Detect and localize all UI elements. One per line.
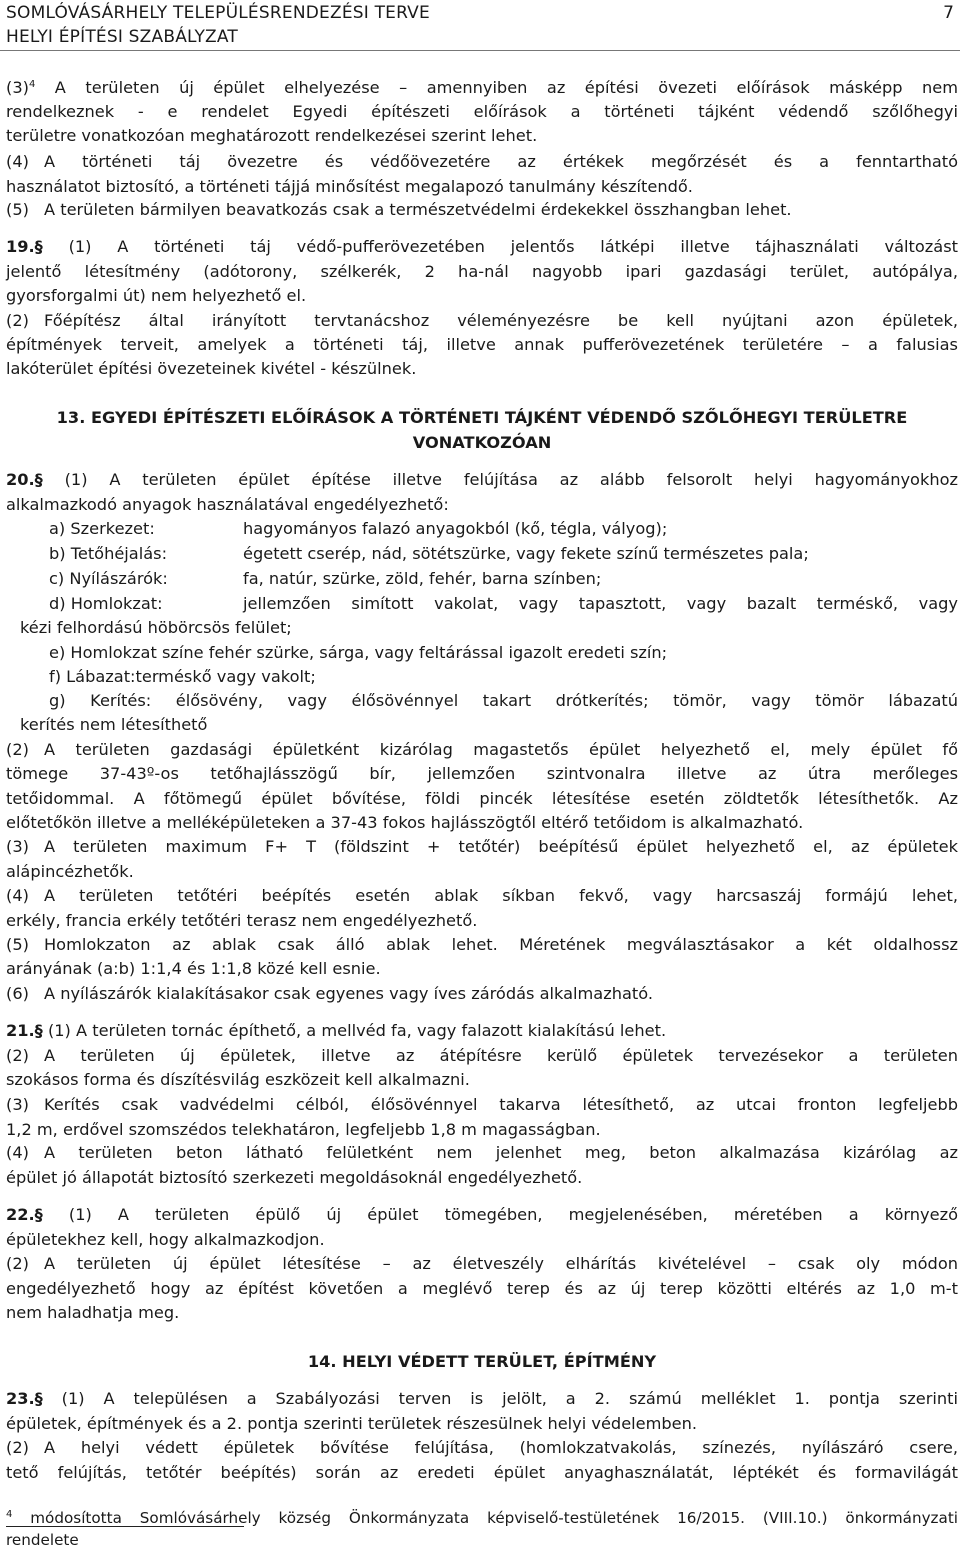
list-item-description: fa, natúr, szürke, zöld, fehér, barna színben; bbox=[243, 569, 602, 588]
paragraph-line: 1,2 m, erdővel szomszédos telekhatáron, legfeljebb 1,8 m magasságban. bbox=[6, 1120, 601, 1139]
paragraph-text: A területen maximum F+ T (földszint + tetőtér) beépítésű épület helyezhető el, az épületek bbox=[44, 837, 958, 856]
paragraph-text: A területen beton látható felületként nem jelenhet meg, beton alkalmazása kizárólag az bbox=[44, 1143, 958, 1162]
paragraph-line: erkély, francia erkély tetőtéri terasz nem engedélyezhető. bbox=[6, 911, 478, 930]
header-subtitle: HELYI ÉPÍTÉSI SZABÁLYZAT bbox=[6, 27, 238, 47]
header-rule bbox=[0, 50, 960, 51]
section-number: 23.§ bbox=[6, 1389, 43, 1408]
paragraph-label: (2) bbox=[6, 1254, 29, 1273]
paragraph-line: lakóterület építési övezeteinek kivétel - készülnek. bbox=[6, 359, 417, 378]
paragraph-line: épület jó állapotát biztosító szerkezeti megoldásoknál engedélyezhető. bbox=[6, 1168, 583, 1187]
section-heading: VONATKOZÓAN bbox=[412, 433, 552, 452]
paragraph-text: (1) A területen tornác építhető, a mellvéd fa, vagy falazott kialakítású lehet. bbox=[47, 1021, 667, 1040]
paragraph-text: (1) A történeti táj védő-pufferövezetében jelentős látképi illetve tájhasználati változást bbox=[68, 237, 958, 256]
paragraph-line bbox=[6, 199, 958, 221]
section-number: 21.§ bbox=[6, 1021, 43, 1040]
paragraph-line bbox=[6, 1142, 958, 1164]
paragraph-line bbox=[6, 1388, 958, 1410]
footnote-text: módosította Somlóvásárhely község Önkormányzata képviselő-testületének 16/2015. (VIII.10.) önkormányzati bbox=[30, 1509, 959, 1527]
paragraph-line bbox=[6, 310, 958, 332]
list-item-term: d) Homlokzat: bbox=[49, 594, 163, 613]
footnote-line bbox=[6, 1507, 958, 1529]
paragraph-line: arányának (a:b) 1:1,4 és 1:1,8 közé kell esnie. bbox=[6, 959, 381, 978]
paragraph-text: A területen új épület létesítése – az életveszély elhárítás kivételével – csak oly módon bbox=[44, 1254, 958, 1273]
page-number: 7 bbox=[943, 3, 954, 23]
list-item-term: c) Nyílászárók: bbox=[49, 569, 168, 588]
paragraph-text: (1) A területen épülő új épület tömegében, megjelenésében, méretében a környező bbox=[68, 1205, 958, 1224]
paragraph-line: gyorsforgalmi út) nem helyezhető el. bbox=[6, 286, 307, 305]
paragraph-text: Főépítész által irányított tervtanácshoz véleményezésre be kell nyújtani azon épületek, bbox=[44, 311, 958, 330]
paragraph-line: engedélyezhető hogy az építést követően a meglévő terep és az új terep közötti eltérés az 1,0 m-t bbox=[6, 1279, 958, 1298]
paragraph-label: (3) bbox=[6, 837, 29, 856]
paragraph-text: A területen bármilyen beavatkozás csak a természetvédelmi érdekekkel összhangban lehet. bbox=[44, 200, 792, 219]
paragraph-label: (5) bbox=[6, 935, 29, 954]
paragraph-label: (3) bbox=[6, 78, 29, 97]
paragraph-line: jelentő létesítmény (adótorony, szélkerék, 2 ha-nál nagyobb ipari gazdasági terület, autópálya, bbox=[6, 262, 958, 281]
paragraph-line bbox=[6, 151, 958, 173]
section-number: 22.§ bbox=[6, 1205, 43, 1224]
footnote-reference[interactable]: 4 bbox=[28, 79, 36, 90]
paragraph-text: A területen új épületek, illetve az átépítésre kerülő épületek tervezésekor a területen bbox=[44, 1046, 958, 1065]
paragraph-line bbox=[6, 1204, 958, 1226]
list-item-continuation: kerítés nem létesíthető bbox=[20, 715, 208, 734]
list-item: e) Homlokzat színe fehér szürke, sárga, vagy feltárással igazolt eredeti szín; bbox=[49, 643, 668, 662]
paragraph-line bbox=[6, 1020, 958, 1042]
paragraph-label: (2) bbox=[6, 1438, 29, 1457]
header-title: SOMLÓVÁSÁRHELY TELEPÜLÉSRENDEZÉSI TERVE bbox=[6, 3, 430, 23]
list-item-description: jellemzően simított vakolat, vagy tapasztott, vagy bazalt terméskő, vagy bbox=[243, 594, 958, 613]
paragraph-line: épületekhez kell, hogy alkalmazkodjon. bbox=[6, 1230, 325, 1249]
paragraph-line: építmények terveit, amelyek a történeti táj, illetve annak pufferövezetének területére – a falusias bbox=[6, 335, 958, 354]
paragraph-line: épületek, építmények és a 2. pontja szerinti területek részesülnek helyi védelemben. bbox=[6, 1414, 698, 1433]
paragraph-line bbox=[6, 983, 958, 1005]
paragraph-text: Kerítés csak vadvédelmi célból, élősövénnyel takarva létesíthető, az utcai fronton legfeljebb bbox=[44, 1095, 958, 1114]
paragraph-text: (1) A területen épület építése illetve felújítása az alább felsorolt helyi hagyományokhoz bbox=[64, 470, 958, 489]
paragraph-text: A területen tetőtéri beépítés esetén ablak síkban fekvő, vagy harcsaszáj formájú lehet, bbox=[44, 886, 958, 905]
paragraph-label: (2) bbox=[6, 740, 29, 759]
paragraph-line bbox=[6, 934, 958, 956]
paragraph-line: használatot biztosító, a történeti tájjá minősítést megalapozó tanulmány készítendő. bbox=[6, 177, 693, 196]
paragraph-line bbox=[6, 469, 958, 491]
paragraph-label: (2) bbox=[6, 311, 29, 330]
list-item: f) Lábazat:terméskő vagy vakolt; bbox=[49, 667, 316, 686]
paragraph-text: A területen új épület elhelyezése – amennyiben az építési övezeti előírások másképp nem bbox=[54, 78, 958, 97]
paragraph-label: (3) bbox=[6, 1095, 29, 1114]
paragraph-line: tömege 37-43º-os tetőhajlásszögű bír, jellemzően szintvonalra illetve az útra merőleges bbox=[6, 764, 958, 783]
footnote-line: rendelete bbox=[6, 1531, 79, 1549]
list-item-description: hagyományos falazó anyagokból (kő, tégla, vályog); bbox=[243, 519, 668, 538]
paragraph-line: alkalmazkodó anyagok használatával engedélyezhető: bbox=[6, 495, 449, 514]
paragraph-line: nem haladhatja meg. bbox=[6, 1303, 180, 1322]
footnote-mark: 4 bbox=[6, 1509, 13, 1520]
paragraph-line bbox=[6, 885, 958, 907]
paragraph-line: előtetőkön illetve a melléképületeken a 37-43 fokos hajlásszögtől eltérő tetőidom is alkalmazható. bbox=[6, 813, 804, 832]
paragraph-text: A területen gazdasági épületként kizárólag magastetős épület helyezhető el, mely épület fő bbox=[44, 740, 958, 759]
list-item-continuation: kézi felhordású höbörcsös felület; bbox=[20, 618, 292, 637]
section-number: 20.§ bbox=[6, 470, 43, 489]
paragraph-text: Homlokzaton az ablak csak álló ablak lehet. Méretének megválasztásakor a két oldalhossz bbox=[44, 935, 958, 954]
paragraph-line bbox=[6, 77, 958, 99]
paragraph-label: (4) bbox=[6, 152, 29, 171]
paragraph-label: (4) bbox=[6, 1143, 29, 1162]
paragraph-label: (4) bbox=[6, 886, 29, 905]
paragraph-label: (6) bbox=[6, 984, 29, 1003]
paragraph-line: szokásos forma és díszítésvilág eszközeit kell alkalmazni. bbox=[6, 1070, 470, 1089]
paragraph-text: A nyílászárók kialakításakor csak egyenes vagy íves záródás alkalmazható. bbox=[44, 984, 653, 1003]
list-item: g) Kerítés: élősövény, vagy élősövénnyel takart drótkerítés; tömör, vagy tömör lábazatú bbox=[49, 691, 958, 710]
paragraph-label: (5) bbox=[6, 200, 29, 219]
paragraph-line bbox=[6, 1253, 958, 1275]
paragraph-line bbox=[6, 1437, 958, 1459]
section-number: 19.§ bbox=[6, 237, 43, 256]
paragraph-line bbox=[6, 836, 958, 858]
list-item-term: b) Tetőhéjalás: bbox=[49, 544, 168, 563]
paragraph-line bbox=[6, 1045, 958, 1067]
paragraph-line: rendelkeznek - e rendelet Egyedi építészeti előírások a történeti tájként védendő szőlőhegyi bbox=[6, 102, 958, 121]
list-item-term: a) Szerkezet: bbox=[49, 519, 155, 538]
paragraph-text: A helyi védett épületek bővítése felújítása, (homlokzatvakolás, színezés, nyílászáró csere, bbox=[44, 1438, 958, 1457]
section-heading: 14. HELYI VÉDETT TERÜLET, ÉPÍTMÉNY bbox=[307, 1352, 657, 1371]
paragraph-line: tető felújítás, tetőtér beépítés) során az eredeti épület anyaghasználatát, léptékét és formavilágát bbox=[6, 1463, 958, 1482]
paragraph-text: (1) A településen a Szabályozási terven is jelölt, a 2. számú melléklet 1. pontja szerinti bbox=[61, 1389, 958, 1408]
paragraph-line bbox=[6, 739, 958, 761]
paragraph-label: (2) bbox=[6, 1046, 29, 1065]
paragraph-line bbox=[6, 236, 958, 258]
paragraph-line: tetőidommal. A főtömegű épület bővítése, földi pincék létesítése esetén zöldtetők létesíthetők. Az bbox=[6, 789, 958, 808]
paragraph-line: alápincézhetők. bbox=[6, 862, 134, 881]
paragraph-line: területre vonatkozóan meghatározott rendelkezései szerint lehet. bbox=[6, 126, 538, 145]
section-heading: 13. EGYEDI ÉPÍTÉSZETI ELŐÍRÁSOK A TÖRTÉNETI TÁJKÉNT VÉDENDŐ SZŐLŐHEGYI TERÜLETRE bbox=[56, 408, 908, 427]
paragraph-line bbox=[6, 1094, 958, 1116]
list-item-description: égetett cserép, nád, sötétszürke, vagy fekete színű természetes pala; bbox=[243, 544, 809, 563]
paragraph-text: A történeti táj övezetre és védőövezetére az értékek megőrzését és a fenntartható bbox=[44, 152, 958, 171]
